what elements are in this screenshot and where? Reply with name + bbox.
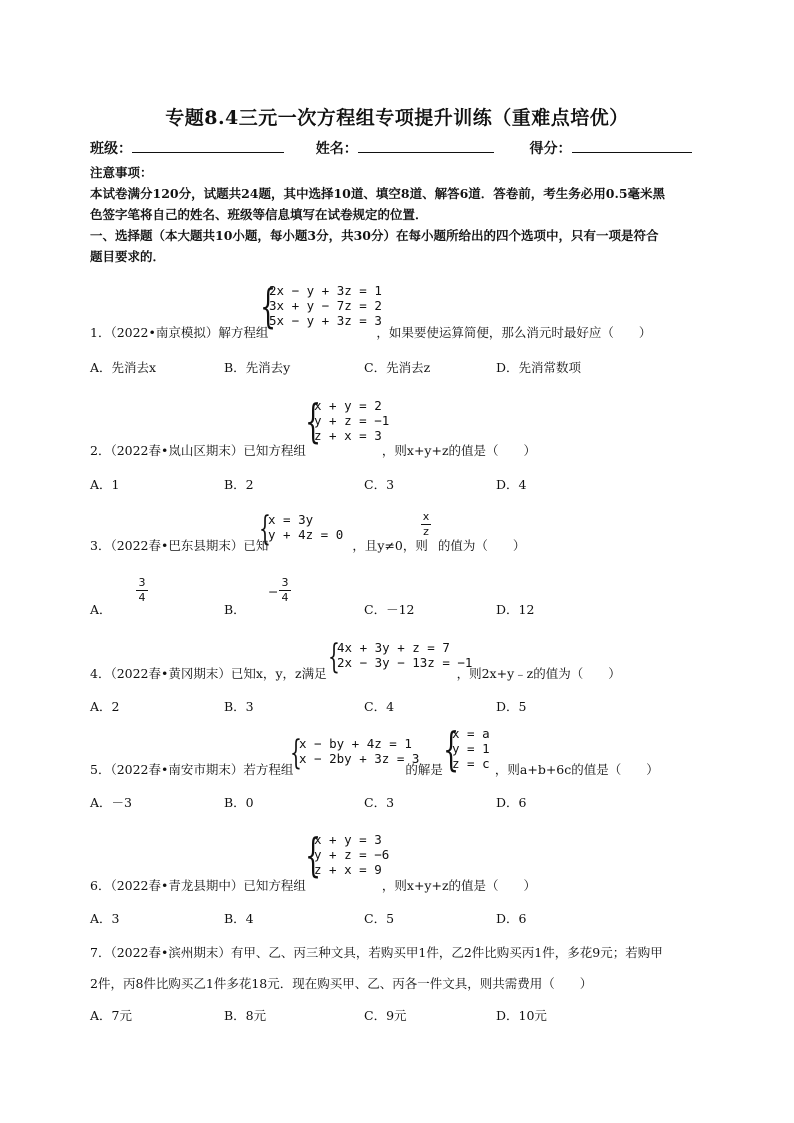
brace-icon: { — [260, 279, 277, 333]
equation: 4x + 3y + z = 7 — [337, 640, 450, 655]
option-a[interactable]: A．先消去x — [90, 360, 157, 375]
equation: z + x = 9 — [314, 862, 382, 877]
option-d[interactable]: D．6 — [496, 911, 527, 926]
question-suffix: 的值为（ ） — [437, 538, 526, 553]
option-a[interactable]: A．7元 — [90, 1008, 132, 1023]
question-stem — [90, 664, 621, 682]
option-d[interactable]: D．5 — [496, 699, 527, 714]
option-d[interactable]: D．先消常数项 — [496, 360, 582, 375]
brace-icon: { — [305, 828, 322, 882]
question-stem — [90, 760, 659, 778]
minus-sign: − — [268, 584, 279, 599]
question-prefix: 3．（2022春•巴东县期末）已知 — [90, 538, 269, 553]
option-a[interactable]: A．3 — [90, 911, 120, 926]
class-blank[interactable] — [132, 138, 284, 153]
option-a[interactable]: A．2 — [90, 699, 120, 714]
question-suffix: ，如果要使运算简便，那么消元时最好应（ ） — [376, 325, 652, 340]
score-blank[interactable] — [572, 138, 692, 153]
notice-line-2: 色签字笔将自己的姓名、班级等信息填写在试卷规定的位置． — [90, 207, 428, 222]
fraction-denominator: 4 — [138, 591, 146, 604]
question-prefix: 6．（2022春•青龙县期中）已知方程组 — [90, 878, 306, 893]
fraction-numerator: 3 — [138, 576, 146, 589]
equation: x + y = 3 — [314, 832, 382, 847]
option-c[interactable]: C．3 — [364, 795, 395, 810]
score-label: 得分： — [529, 141, 572, 157]
question-stem-line-1: 7．（2022春•滨州期末）有甲、乙、丙三种文具，若购买甲1件，乙2件比购买丙1件，多花9元；若购甲 — [90, 945, 663, 960]
fraction-denominator: 4 — [281, 591, 289, 604]
option-a[interactable]: A．－3 — [90, 795, 132, 810]
option-c[interactable]: C．5 — [364, 911, 395, 926]
section-heading-1a: 一、选择题（本大题共10小题，每小题3分，共30分）在每小题所给出的四个选项中，只有一项是符合 — [90, 228, 659, 243]
option-b[interactable]: B． — [224, 602, 246, 617]
option-a-fraction — [136, 577, 148, 604]
option-b-fraction — [279, 577, 291, 604]
equation: 3x + y − 7z = 2 — [269, 298, 382, 313]
equation: z + x = 3 — [314, 428, 382, 443]
option-d[interactable]: D．6 — [496, 795, 527, 810]
question-prefix: 2．（2022春•岚山区期末）已知方程组 — [90, 443, 306, 458]
option-a[interactable]: A． — [90, 602, 112, 617]
question-suffix: ，则x+y+z的值是（ ） — [381, 878, 537, 893]
question-prefix: 1．（2022•南京模拟）解方程组 — [90, 325, 269, 340]
equation: z = c — [452, 756, 490, 771]
question-prefix: 4．（2022春•黄冈期末）已知x，y，z满足 — [90, 666, 327, 681]
option-d[interactable]: D．10元 — [496, 1008, 547, 1023]
question-suffix: ，则2x+y﹣z的值为（ ） — [456, 666, 621, 681]
section-heading-1b: 题目要求的． — [90, 249, 166, 264]
option-b[interactable]: B．0 — [224, 795, 254, 810]
equation: y = 1 — [452, 741, 490, 756]
question-stem — [90, 876, 536, 894]
student-info-row — [90, 138, 692, 158]
option-b[interactable]: B．3 — [224, 699, 254, 714]
equation: 2x − y + 3z = 1 — [269, 283, 382, 298]
name-blank[interactable] — [358, 138, 494, 153]
question-suffix: ，则x+y+z的值是（ ） — [381, 443, 537, 458]
fraction-x-over-z — [421, 511, 431, 538]
equation: y + 4z = 0 — [268, 527, 344, 542]
equation: x − 2by + 3z = 3 — [299, 751, 420, 766]
name-label: 姓名： — [315, 141, 358, 157]
question-mid: 的解是 — [405, 762, 443, 777]
option-b[interactable]: B．先消去y — [224, 360, 291, 375]
option-c[interactable]: C．4 — [364, 699, 395, 714]
equation: x + y = 2 — [314, 398, 382, 413]
equation: y + z = −6 — [314, 847, 390, 862]
question-stem — [90, 441, 536, 459]
option-b[interactable]: B．2 — [224, 477, 254, 492]
equation: x = 3y — [268, 512, 314, 527]
brace-icon: { — [328, 637, 340, 677]
equation: 5x − y + 3z = 3 — [269, 313, 382, 328]
option-b[interactable]: B．4 — [224, 911, 254, 926]
notice-heading: 注意事项： — [90, 165, 153, 180]
question-stem-line-2: 2件，丙8件比购买乙1件多花18元．现在购买甲、乙、丙各一件文具，则共需费用（ ） — [90, 976, 593, 991]
option-c[interactable]: C．－12 — [364, 602, 415, 617]
question-mid: ，且y≠0，则 — [352, 538, 428, 553]
question-prefix: 5．（2022春•南安市期末）若方程组 — [90, 762, 294, 777]
fraction-numerator: 3 — [281, 576, 289, 589]
brace-icon: { — [290, 733, 302, 773]
fraction-numerator: x — [422, 510, 430, 523]
brace-icon: { — [443, 722, 460, 776]
question-suffix: ，则a+b+6c的值是（ ） — [494, 762, 659, 777]
page-title: 专题8.4三元一次方程组专项提升训练（重难点培优） — [165, 107, 629, 129]
option-d[interactable]: D．4 — [496, 477, 527, 492]
brace-icon: { — [259, 509, 271, 549]
notice-line-1: 本试卷满分120分，试题共24题，其中选择10道、填空8道、解答6道．答卷前，考生务必用0.5毫米黑 — [90, 186, 666, 201]
equation: x = a — [452, 726, 490, 741]
equation: x − by + 4z = 1 — [299, 736, 412, 751]
equation: 2x − 3y − 13z = −1 — [337, 655, 473, 670]
equation: y + z = −1 — [314, 413, 390, 428]
fraction-denominator: z — [423, 525, 429, 538]
option-c[interactable]: C．先消去z — [364, 360, 431, 375]
option-c[interactable]: C．9元 — [364, 1008, 407, 1023]
option-c[interactable]: C．3 — [364, 477, 395, 492]
question-stem — [90, 323, 651, 341]
option-a[interactable]: A．1 — [90, 477, 120, 492]
option-d[interactable]: D．12 — [496, 602, 535, 617]
question-stem — [90, 536, 525, 554]
class-label: 班级： — [90, 141, 132, 157]
option-b[interactable]: B．8元 — [224, 1008, 267, 1023]
brace-icon: { — [305, 394, 322, 448]
